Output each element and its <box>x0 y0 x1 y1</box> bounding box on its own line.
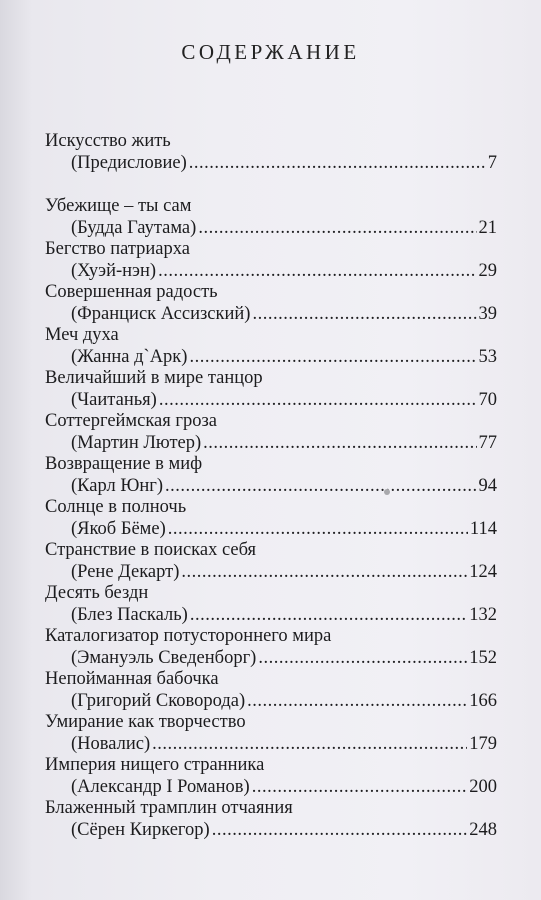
dot-leader <box>212 820 468 842</box>
entry-page-number: 200 <box>469 776 497 797</box>
entry-page-number: 94 <box>478 475 497 496</box>
entry-page-number: 179 <box>469 733 497 754</box>
entry-title: Бегство патриарха <box>45 239 190 259</box>
entry-author: (Блез Паскаль) <box>71 604 188 625</box>
entry-line <box>45 390 497 412</box>
toc-entry <box>45 669 497 712</box>
toc-entry <box>45 626 497 669</box>
toc-entry <box>45 540 497 583</box>
entry-author: (Александр I Романов) <box>71 776 250 797</box>
entry-line <box>45 562 497 584</box>
entry-title: Десять бездн <box>45 583 149 603</box>
entry-line <box>45 218 497 240</box>
entry-page-number: 7 <box>487 152 497 173</box>
toc-entry <box>45 282 497 325</box>
entry-line <box>45 734 497 756</box>
dot-leader <box>158 261 476 283</box>
toc-entry <box>45 368 497 411</box>
entry-author: (Григорий Сковорода) <box>71 690 246 711</box>
toc-entry <box>45 798 497 841</box>
toc-entry <box>45 325 497 368</box>
entry-line <box>45 648 497 670</box>
toc-entry <box>45 239 497 282</box>
contents-heading: СОДЕРЖАНИЕ <box>181 40 360 64</box>
entry-page-number: 70 <box>478 389 497 410</box>
toc-entry <box>45 411 497 454</box>
entry-title: Убежище – ты сам <box>45 196 192 216</box>
entry-title: Совершенная радость <box>45 282 218 302</box>
entry-title: Искусство жить <box>45 131 171 151</box>
entry-page-number: 166 <box>469 690 497 711</box>
entry-title: Солнце в полночь <box>45 497 187 517</box>
entry-line <box>45 605 497 627</box>
entry-author: (Франциск Ассизский) <box>71 303 251 324</box>
dot-leader <box>165 476 477 498</box>
entry-title: Величайший в мире танцор <box>45 368 263 388</box>
dot-leader <box>159 390 477 412</box>
dot-leader <box>203 433 476 455</box>
toc-entry <box>45 712 497 755</box>
toc-entry <box>45 196 497 239</box>
entry-title: Каталогизатор потустороннего мира <box>45 626 332 646</box>
entry-page-number: 124 <box>469 561 497 582</box>
table-of-contents <box>45 131 497 841</box>
entry-line <box>45 261 497 283</box>
entry-line <box>45 433 497 455</box>
entry-line <box>45 820 497 842</box>
entry-author: (Чаитанья) <box>71 389 157 410</box>
dot-leader <box>247 691 467 713</box>
entry-author: (Эмануэль Сведенборг) <box>71 647 257 668</box>
entry-title: Странствие в поисках себя <box>45 540 257 560</box>
entry-page-number: 77 <box>478 432 497 453</box>
entry-line <box>45 153 497 175</box>
entry-author: (Карл Юнг) <box>71 475 163 496</box>
entry-author: (Якоб Бёме) <box>71 518 166 539</box>
toc-entry <box>45 497 497 540</box>
dot-leader <box>190 605 467 627</box>
entry-page-number: 21 <box>478 217 497 238</box>
entry-author: (Будда Гаутама) <box>71 217 197 238</box>
entry-line <box>45 691 497 713</box>
toc-entry <box>45 454 497 497</box>
entry-page-number: 248 <box>469 819 497 840</box>
entry-title: Возвращение в миф <box>45 454 203 474</box>
entry-page-number: 132 <box>469 604 497 625</box>
entry-title: Империя нищего странника <box>45 755 265 775</box>
toc-entry <box>45 755 497 798</box>
entry-line <box>45 777 497 799</box>
entry-title: Блаженный трамплин отчаяния <box>45 798 293 818</box>
entry-page-number: 39 <box>478 303 497 324</box>
entry-line <box>45 304 497 326</box>
entry-page-number: 114 <box>469 518 497 539</box>
dot-leader <box>189 347 476 369</box>
dot-leader <box>181 562 467 584</box>
entry-author: (Жанна д`Арк) <box>71 346 188 367</box>
entry-author: (Рене Декарт) <box>71 561 180 582</box>
dot-leader <box>168 519 468 541</box>
dot-leader <box>258 648 467 670</box>
entry-title: Соттергеймская гроза <box>45 411 218 431</box>
entry-author: (Сёрен Киркегор) <box>71 819 210 840</box>
entry-title: Непойманная бабочка <box>45 669 219 689</box>
entry-page-number: 53 <box>478 346 497 367</box>
dot-leader <box>252 777 468 799</box>
entry-author: (Мартин Лютер) <box>71 432 202 453</box>
entry-author: (Хуэй-нэн) <box>71 260 157 281</box>
entry-page-number: 29 <box>478 260 497 281</box>
entry-page-number: 152 <box>469 647 497 668</box>
dot-leader <box>152 734 467 756</box>
entry-author: (Новалис) <box>71 733 151 754</box>
entry-line <box>45 476 497 498</box>
paper-speck <box>384 489 390 495</box>
entry-title: Умирание как творчество <box>45 712 246 732</box>
dot-leader <box>189 153 486 175</box>
dot-leader <box>198 218 476 240</box>
entry-line <box>45 519 497 541</box>
entry-line <box>45 347 497 369</box>
toc-entry <box>45 583 497 626</box>
entry-title: Меч духа <box>45 325 119 345</box>
entry-author: (Предисловие) <box>71 152 187 173</box>
toc-entry <box>45 131 497 174</box>
dot-leader <box>252 304 476 326</box>
